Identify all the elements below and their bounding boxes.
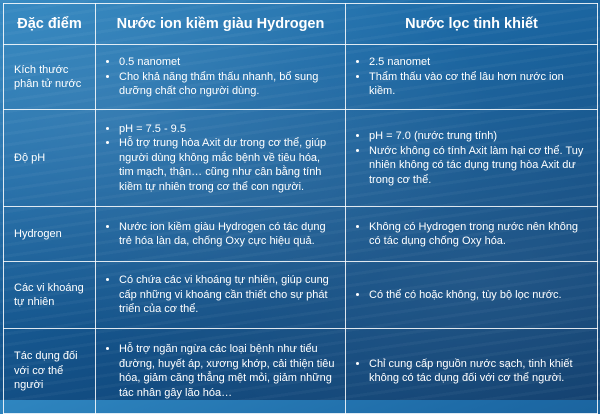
table-row bbox=[4, 207, 598, 262]
list-item: • pH = 7.5 - 9.5 bbox=[119, 122, 337, 137]
row-label: Độ pH bbox=[4, 110, 96, 207]
list-item: • Cho khả năng thẩm thấu nhanh, bổ sung dưỡng chất cho người dùng. bbox=[119, 70, 337, 99]
comparison-table bbox=[3, 3, 598, 414]
list-item: • Nước không có tính Axit làm hại cơ thể. Tuy nhiên không có tác dụng trung hòa Axit dư trong cơ thể. bbox=[369, 144, 589, 188]
row-label: Tác dụng đối với cơ thể người bbox=[4, 329, 96, 414]
purified-cell bbox=[346, 329, 598, 414]
table-row bbox=[4, 329, 598, 414]
list-item: • Có chứa các vi khoáng tự nhiên, giúp cung cấp những vi khoáng cần thiết cho sự phát triển của cơ thể. bbox=[119, 273, 337, 317]
list-item: • Hỗ trợ trung hòa Axit dư trong cơ thể, giúp người dùng không mắc bệnh về tiêu hóa, tim mạch, thận… cũng như cân bằng tính kiềm tự nhiên trong cơ thể con người. bbox=[119, 136, 337, 194]
purified-cell bbox=[346, 110, 598, 207]
list-item: • Hỗ trợ ngăn ngừa các loại bệnh như tiểu đường, huyết áp, xương khớp, cải thiện tiêu hóa, giảm căng thẳng mệt mỏi, giảm những tác nhân gây lão hóa… bbox=[119, 342, 337, 400]
table-row bbox=[4, 45, 598, 110]
row-label: Các vi khoáng tự nhiên bbox=[4, 262, 96, 329]
list-item: • Chỉ cung cấp nguồn nước sạch, tinh khiết không có tác dụng đối với cơ thể người. bbox=[369, 357, 589, 386]
list-item: • pH = 7.0 (nước trung tính) bbox=[369, 129, 589, 144]
list-item: • Thẩm thấu vào cơ thể lâu hơn nước ion kiềm. bbox=[369, 70, 589, 99]
alkaline-cell bbox=[96, 207, 346, 262]
purified-cell bbox=[346, 207, 598, 262]
table-row bbox=[4, 262, 598, 329]
row-label: Hydrogen bbox=[4, 207, 96, 262]
alkaline-cell bbox=[96, 45, 346, 110]
alkaline-cell bbox=[96, 110, 346, 207]
list-item: • Có thể có hoặc không, tùy bộ lọc nước. bbox=[369, 288, 589, 303]
header-purified-water: Nước lọc tinh khiết bbox=[346, 4, 598, 45]
header-row bbox=[4, 4, 598, 45]
header-feature: Đặc điểm bbox=[4, 4, 96, 45]
alkaline-cell bbox=[96, 329, 346, 414]
purified-cell bbox=[346, 45, 598, 110]
list-item: • 2.5 nanomet bbox=[369, 55, 589, 70]
header-alkaline-water: Nước ion kiềm giàu Hydrogen bbox=[96, 4, 346, 45]
purified-cell bbox=[346, 262, 598, 329]
alkaline-cell bbox=[96, 262, 346, 329]
list-item: • 0.5 nanomet bbox=[119, 55, 337, 70]
list-item: • Không có Hydrogen trong nước nên không có tác dụng chống Oxy hóa. bbox=[369, 220, 589, 249]
row-label: Kích thước phân tử nước bbox=[4, 45, 96, 110]
table-row bbox=[4, 110, 598, 207]
list-item: • Nước ion kiềm giàu Hydrogen có tác dụng trẻ hóa làn da, chống Oxy cực hiệu quả. bbox=[119, 220, 337, 249]
